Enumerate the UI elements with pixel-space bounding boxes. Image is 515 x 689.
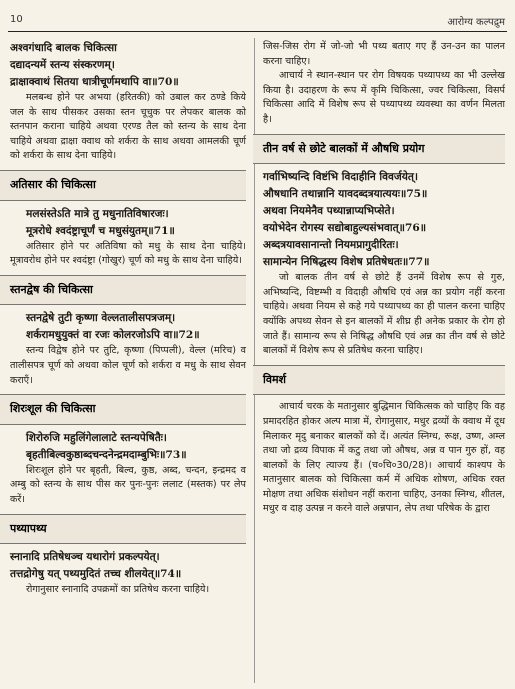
right-column bbox=[263, 40, 505, 517]
section-heading: पथ्यापथ्य bbox=[10, 521, 47, 535]
paragraph: स्तन्य विद्वेष होने पर तुटि, कृष्णा (पिप्पली), वेल्ल (मरिच) व तालीसपत्र चूर्ण को अथवा कोल चूर्ण को शर्करा व मधु के साथ सेवन कराएँ। bbox=[10, 345, 246, 386]
paragraph: जिस-जिस रोग में जो-जो भी पथ्य बताए गए हैं उन-उन का पालन करना चाहिए। bbox=[263, 41, 505, 67]
paragraph: आचार्य चरक के मतानुसार बुद्धिमान चिकित्सक को चाहिए कि वह प्रमादरहित होकर अल्प मात्रा में, रोगानुसार, मधुर द्रव्यों के क्वाथ में दूध मिलाकर मृदु बनाकर बालकों को दें। अत्यंत स्निग्ध, रूक्ष, उष्ण, अम्ल तथा जो द्रव्य विपाक में कटु तथा जो औषध, अन्न व पान गुरु हों, वह बालकों के लिए त्याज्य हैं। (च०चि०30/28)। आचार्य काश्यप के मतानुसार बालक को चिकित्सा कर्म में अधिक शोषण, अधिक रक्त मोक्षण तथा अधिक संशोधन नहीं कराना चाहिए, उनका स्निग्ध, शीतल, मधुर व दाह उत्पन्न न करने वाले अन्नपान, लेप तथा परिषेक के द्वारा bbox=[263, 401, 505, 515]
verse-line: मूत्ररोधे श्वदंष्ट्राचूर्णं च मधुसंयुतम्॥71॥ bbox=[26, 224, 175, 237]
verse-line: शिरोरुजि महुलिंगेलालाटे स्तन्यपेषितैः। bbox=[26, 431, 167, 444]
verse-line: द्राक्षाक्वाथं सितया धात्रीचूर्णमथापि वा॥70॥ bbox=[10, 76, 179, 88]
paragraph: शिरःशूल होने पर बृहती, बिल्व, कुष्ठ, अब्द, चन्दन, इन्द्रमद व अम्बु को स्तन्य के साथ पीस कर पुनः-पुनः ललाट (मस्तक) पर लेप करें। bbox=[10, 464, 246, 505]
verse-72 bbox=[10, 310, 246, 344]
verse-77 bbox=[263, 237, 505, 271]
paragraph: अतिसार होने पर अतिविषा को मधु के साथ देना चाहिये। मूत्रावरोध होने पर श्वदंष्ट्रा (गोखुर) चूर्ण को मधु के साथ देना चाहिये। bbox=[10, 240, 246, 267]
verse-line: बृहतीबिल्वकुष्ठाब्दचन्दनेन्द्रमदाम्बुभिः॥73॥ bbox=[26, 448, 187, 461]
section-heading: स्तनद्वेष की चिकित्सा bbox=[10, 282, 93, 296]
verse-line: तत्तद्रोगेषु यत् पथ्यमुदितं तच्च शीलयेत्॥74॥ bbox=[10, 568, 182, 581]
verse-75 bbox=[263, 169, 505, 203]
running-title: आरोग्य कल्पद्रुम bbox=[447, 17, 505, 28]
verse-line: अश्वगंधादि बालक चिकित्सा bbox=[10, 42, 117, 54]
left-column bbox=[10, 40, 246, 598]
verse-line: स्नानादि प्रतिषेधञ्च यथारोगं प्रकल्पयेत्। bbox=[10, 551, 160, 564]
section-heading: शिरःशूल की चिकित्सा bbox=[10, 402, 96, 416]
verse-line: सामान्येन निषिद्धस्य विशेष प्रतिषेधतः॥77॥ bbox=[263, 256, 430, 269]
section-heading: विमर्श bbox=[263, 372, 287, 386]
page-number: 10 bbox=[10, 14, 23, 25]
verse-line: मलसंस्तेऽति मात्रे तु मधुनातिविषारजः। bbox=[26, 207, 169, 220]
section-heading: तीन वर्ष से छोटे बालकों में औषधि प्रयोग bbox=[263, 141, 425, 155]
paragraph: रोगानुसार स्नानादि उपक्रमों का प्रतिषेध करना चाहिये। bbox=[26, 584, 210, 596]
verse-line: अब्दत्रयावसानान्तो नियमप्रागुदीरितः। bbox=[263, 239, 399, 252]
verse-line: अथवा नियमेनैव पथ्यान्नाप्यभिप्सेते। bbox=[263, 205, 395, 218]
verse-74 bbox=[10, 549, 246, 583]
verse-line: शर्करामधुयुक्तं वा रजः कोलरजोऽपि वा॥72॥ bbox=[26, 329, 200, 342]
verse-76 bbox=[263, 203, 505, 237]
paragraph: मलबन्ध होने पर अभया (हरितकी) को उबाल कर ठण्डे किये जल के साथ पीसकर उसका स्तन चूचुक पर लेपकर बालक को स्तनपान कराना चाहिये अथवा एरण्ड तैल को स्तन्य के साथ देना चाहिये अथवा द्राक्षा क्वाथ को शर्करा के साथ अथवा आमलकी चूर्ण को शर्करा के साथ देना चाहिये। bbox=[10, 92, 246, 162]
verse-line: स्तनद्वेषे तुटी कृष्णा वेल्लतालीसपत्रजम्। bbox=[26, 312, 176, 325]
verse-line: गर्वाभिष्यन्दि विष्टंभि विदाहीनि विवर्जयेत्। bbox=[263, 171, 418, 184]
verse-70 bbox=[10, 40, 246, 91]
section-heading: अतिसार की चिकित्सा bbox=[10, 177, 96, 191]
verse-line: दद्यादन्यमें स्तन्य संस्करणम्। bbox=[10, 59, 115, 71]
header-rule bbox=[8, 31, 507, 32]
paragraph: आचार्य ने स्थान-स्थान पर रोग विषयक पथ्यापथ्य का भी उल्लेख किया है। उदाहरण के रूप में कृमि चिकित्सा, ज्वर चिकित्सा, विसर्प चिकित्सा आदि में विशेष रूप से पथ्यापथ्य व्यवस्था का वर्णन मिलता है। bbox=[263, 70, 505, 125]
verse-line: औषधानि तथान्नानि यावदब्दत्रयात्ययः॥75॥ bbox=[263, 188, 428, 201]
paragraph: जो बालक तीन वर्ष से छोटे हैं उनमें विशेष रूप से गुरु, अभिष्यन्दि, विष्टम्भी व विदाही औषधि एवं अन्न का प्रयोग नहीं करना चाहिये। अथवा नियम से कहे गये पथ्यापथ्य का ही पालन करना चाहिए क्योंकि अपथ्य सेवन से इन बालकों में शीघ्र ही अनेक प्रकार के रोग हो जाते हैं। सामान्य रूप से निषिद्ध औषधि एवं अन्न का तीन वर्ष से छोटे बालकों में विशेष रूप से प्रतिषेध करना चाहिए। bbox=[263, 272, 505, 357]
verse-line: वयोभेदेन रोगस्य सद्योबाहुल्यसंभवात्॥76॥ bbox=[263, 222, 427, 235]
verse-71 bbox=[10, 206, 246, 240]
verse-73 bbox=[10, 430, 246, 464]
